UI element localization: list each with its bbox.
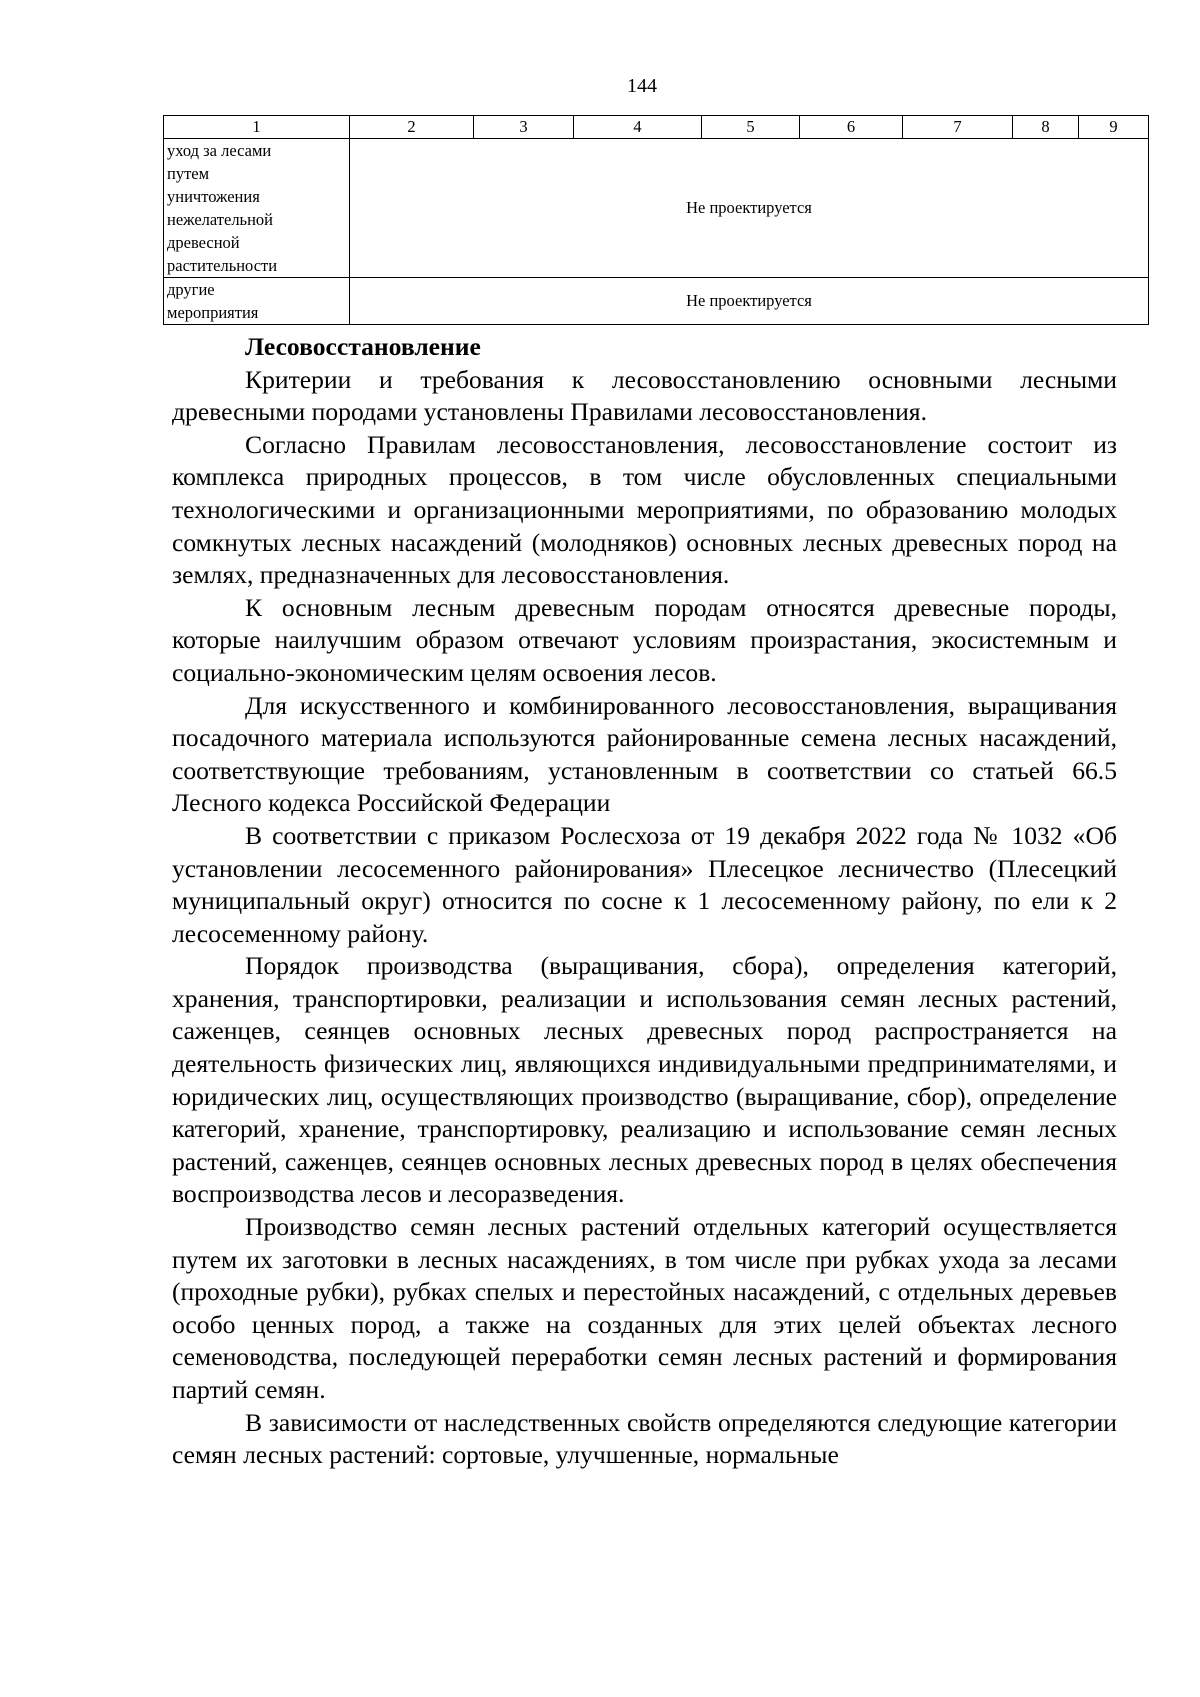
column-number: 2 (350, 116, 474, 139)
section-heading: Лесовосстановление (245, 332, 481, 361)
page-number: 144 (627, 75, 657, 97)
paragraph: Согласно Правилам лесовосстановления, лесовосстановление состоит из комплекса природных процессов, в том числе обусловленных специальными технологическими и организационными мероприятиями, по образованию молодых сомкнутых лесных насаждений (молодняков) основных лесных древесных пород на землях, предназначенных для лесовосстановления. (172, 429, 1117, 590)
paragraph: К основным лесным древесным породам относятся древесные породы, которые наилучшим образом отвечают условиям произрастания, экосистемным и социально-экономическим целям освоения лесов. (172, 592, 1117, 687)
paragraph: В зависимости от наследственных свойств определяются следующие категории семян лесных растений: сортовые, улучшенные, нормальные (172, 1407, 1117, 1470)
paragraph: Порядок производства (выращивания, сбора), определения категорий, хранения, транспортировки, реализации и использования семян лесных растений, саженцев, сеянцев основных лесных древесных пород распространяется на деятельность физических лиц, являющихся индивидуальными предпринимателями, и юридических лиц, осуществляющих производство (выращивание, сбор), определение категорий, хранение, транспортировку, реализацию и использование семян лесных растений, саженцев, сеянцев основных лесных древесных пород в целях обеспечения воспроизводства лесов и лесоразведения. (172, 951, 1117, 1209)
paragraph: Критерии и требования к лесовосстановлению основными лесными древесными породами установлены Правилами лесовосстановления. (172, 364, 1117, 427)
row-label-line: древесной (167, 233, 240, 252)
row-label-line: растительности (167, 256, 278, 275)
column-number: 4 (574, 116, 702, 139)
column-number: 3 (474, 116, 574, 139)
row-label (164, 278, 350, 325)
row-label-line: мероприятия (167, 303, 259, 322)
body-text (172, 331, 1117, 1472)
column-number: 1 (164, 116, 350, 139)
row-value: Не проектируется (350, 278, 1149, 325)
table-header-row (164, 116, 1149, 139)
row-label (164, 139, 350, 278)
paragraph: Производство семян лесных растений отдельных категорий осуществляется путем их заготовки в лесных насаждениях, в том числе при рубках ухода за лесами (проходные рубки), рубках спелых и перестойных насаждений, с отдельных деревьев особо ценных пород, а также на созданных для этих целей объектах лесного семеноводства, последующей переработки семян лесных растений и формирования партий семян. (172, 1212, 1117, 1404)
activity-table (163, 115, 1149, 325)
column-number: 8 (1013, 116, 1079, 139)
column-number: 7 (903, 116, 1013, 139)
row-label-line: уход за лесами (167, 141, 272, 160)
row-label-line: нежелательной (167, 210, 273, 229)
table-row (164, 139, 1149, 278)
paragraph: Для искусственного и комбинированного лесовосстановления, выращивания посадочного материала используются районированные семена лесных насаждений, соответствующие требованиям, установленным в соответствии со статьей 66.5 Лесного кодекса Российской Федерации (172, 690, 1117, 818)
column-number: 5 (702, 116, 800, 139)
column-number: 9 (1079, 116, 1149, 139)
column-number: 6 (800, 116, 903, 139)
row-label-line: путем (167, 164, 210, 183)
table-row (164, 278, 1149, 325)
row-label-line: уничтожения (167, 187, 260, 206)
row-label-line: другие (167, 280, 215, 299)
paragraph: В соответствии с приказом Рослесхоза от 19 декабря 2022 года № 1032 «Об установлении лесосеменного районирования» Плесецкое лесничество (Плесецкий муниципальный округ) относится по сосне к 1 лесосеменному району, по ели к 2 лесосеменному району. (172, 820, 1117, 948)
row-value: Не проектируется (350, 139, 1149, 278)
